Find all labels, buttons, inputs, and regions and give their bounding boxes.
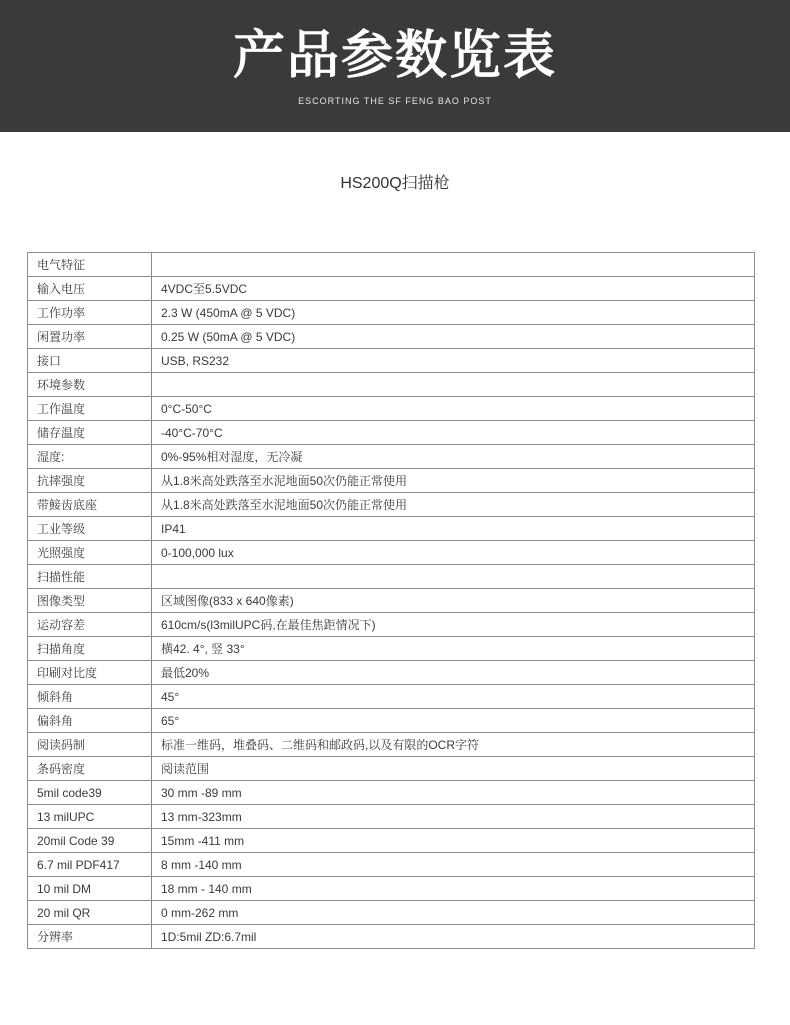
spec-label: 20 mil QR	[28, 901, 152, 925]
spec-row	[28, 757, 755, 781]
spec-row	[28, 613, 755, 637]
spec-value: -40°C-70°C	[152, 421, 755, 445]
spec-label: 倾斜角	[28, 685, 152, 709]
spec-label: 输入电压	[28, 277, 152, 301]
spec-table-body	[28, 253, 755, 949]
spec-value: 30 mm -89 mm	[152, 781, 755, 805]
spec-row	[28, 589, 755, 613]
spec-row	[28, 301, 755, 325]
spec-label: 电气特征	[28, 253, 152, 277]
spec-label: 6.7 mil PDF417	[28, 853, 152, 877]
spec-label: 图像类型	[28, 589, 152, 613]
header-title: 产品参数览表	[232, 26, 557, 86]
spec-row	[28, 781, 755, 805]
spec-label: 接口	[28, 349, 152, 373]
spec-label: 5mil code39	[28, 781, 152, 805]
spec-value: 标准一维码，堆叠码、二维码和邮政码,以及有限的OCR字符	[152, 733, 755, 757]
spec-label: 闲置功率	[28, 325, 152, 349]
spec-table	[27, 252, 755, 949]
spec-row	[28, 637, 755, 661]
spec-row	[28, 421, 755, 445]
spec-row	[28, 829, 755, 853]
spec-value: 0-100,000 lux	[152, 541, 755, 565]
spec-value: 610cm/s(l3milUPC码,在最佳焦距情况下)	[152, 613, 755, 637]
spec-label: 抗摔强度	[28, 469, 152, 493]
spec-value: 0%-95%相对湿度，无冷凝	[152, 445, 755, 469]
spec-label: 湿度:	[28, 445, 152, 469]
spec-row	[28, 685, 755, 709]
spec-value: IP41	[152, 517, 755, 541]
spec-value: 8 mm -140 mm	[152, 853, 755, 877]
spec-label: 20mil Code 39	[28, 829, 152, 853]
spec-label: 工作功率	[28, 301, 152, 325]
spec-label: 分辨率	[28, 925, 152, 949]
spec-label: 工作温度	[28, 397, 152, 421]
spec-label: 环境参数	[28, 373, 152, 397]
spec-row	[28, 541, 755, 565]
spec-label: 运动容差	[28, 613, 152, 637]
spec-value: 15mm -411 mm	[152, 829, 755, 853]
spec-row	[28, 733, 755, 757]
spec-value: 阅读范围	[152, 757, 755, 781]
spec-value	[152, 565, 755, 589]
spec-value: 横42. 4°, 竖 33°	[152, 637, 755, 661]
spec-value: 从1.8米高处跌落至水泥地面50次仍能正常使用	[152, 469, 755, 493]
spec-row	[28, 901, 755, 925]
spec-value: 0 mm-262 mm	[152, 901, 755, 925]
spec-value: 从1.8米高处跌落至水泥地面50次仍能正常使用	[152, 493, 755, 517]
spec-row	[28, 517, 755, 541]
spec-value: 4VDC至5.5VDC	[152, 277, 755, 301]
spec-value: USB, RS232	[152, 349, 755, 373]
spec-value: 1D:5mil ZD:6.7mil	[152, 925, 755, 949]
spec-value: 0.25 W (50mA @ 5 VDC)	[152, 325, 755, 349]
spec-value: 65°	[152, 709, 755, 733]
product-name: HS200Q扫描枪	[340, 175, 450, 192]
page-header	[0, 0, 790, 132]
spec-row	[28, 805, 755, 829]
spec-label: 带鯜齿底座	[28, 493, 152, 517]
spec-row	[28, 277, 755, 301]
spec-row	[28, 565, 755, 589]
spec-value	[152, 373, 755, 397]
spec-label: 扫描角度	[28, 637, 152, 661]
spec-row	[28, 709, 755, 733]
spec-row	[28, 925, 755, 949]
spec-label: 偏斜角	[28, 709, 152, 733]
spec-value: 区域图像(833 x 640像素)	[152, 589, 755, 613]
spec-value	[152, 253, 755, 277]
spec-value: 最低20%	[152, 661, 755, 685]
spec-row	[28, 349, 755, 373]
spec-label: 13 milUPC	[28, 805, 152, 829]
spec-row	[28, 853, 755, 877]
spec-label: 储存温度	[28, 421, 152, 445]
spec-label: 工业等级	[28, 517, 152, 541]
spec-value: 0°C-50°C	[152, 397, 755, 421]
spec-label: 印刷对比度	[28, 661, 152, 685]
spec-value: 13 mm-323mm	[152, 805, 755, 829]
spec-label: 条码密度	[28, 757, 152, 781]
spec-label: 扫描性能	[28, 565, 152, 589]
spec-row	[28, 469, 755, 493]
spec-label: 阅读码制	[28, 733, 152, 757]
spec-row	[28, 253, 755, 277]
spec-value: 2.3 W (450mA @ 5 VDC)	[152, 301, 755, 325]
spec-label: 光照强度	[28, 541, 152, 565]
spec-row	[28, 397, 755, 421]
spec-row	[28, 373, 755, 397]
spec-row	[28, 661, 755, 685]
spec-label: 10 mil DM	[28, 877, 152, 901]
spec-value: 45°	[152, 685, 755, 709]
spec-row	[28, 493, 755, 517]
spec-value: 18 mm - 140 mm	[152, 877, 755, 901]
spec-row	[28, 445, 755, 469]
spec-row	[28, 325, 755, 349]
spec-row	[28, 877, 755, 901]
header-subtitle: ESCORTING THE SF FENG BAO POST	[298, 96, 492, 106]
